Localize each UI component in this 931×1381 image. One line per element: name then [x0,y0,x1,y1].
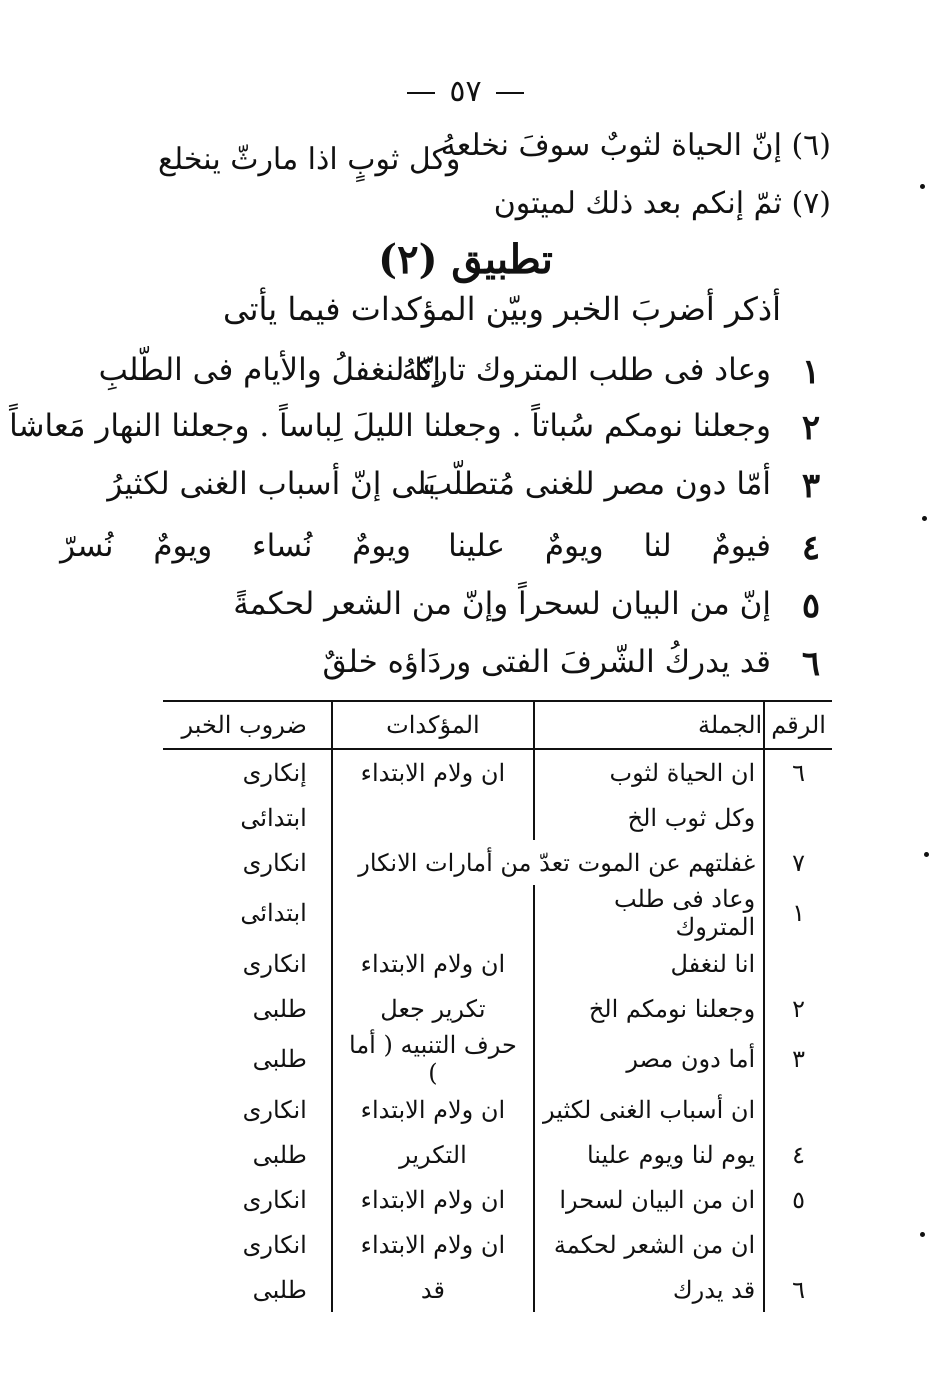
cell-emphasis: ان ولام الابتداء [332,941,534,986]
cell-sentence: وعاد فى طلب المتروك [534,885,764,941]
cell-emphasis [332,795,534,840]
cell-sentence-merged: غفلتهم عن الموت تعدّ من أمارات الانكار [332,840,764,885]
cell-type: طلبى [252,994,307,1023]
example-hemistich-left: إنّا لنغفلُ والأيام فى الطّلبِ [98,352,441,388]
example-row-4 [60,528,831,576]
cell-type: انكارى [242,949,307,978]
cell-number [764,941,832,986]
table-row [163,1132,832,1177]
example-hemistich-right: فيومٌ لنا ويومٌ علينا [448,528,771,564]
example-number: ٢ [801,408,821,448]
cell-number [764,795,832,840]
cell-number: ٦ [764,749,832,795]
example-sentence: قد يدركُ الشّرفَ الفتى وردَاؤه خلقٌ [322,644,771,680]
table-row [163,941,832,986]
header-emphasis: المؤكدات [332,702,534,749]
cell-emphasis: تكرير جعل [332,986,534,1031]
cell-number [764,1222,832,1267]
table-row [163,1087,832,1132]
cell-sentence: ان من البيان لسحرا [534,1177,764,1222]
cell-number: ٤ [764,1132,832,1177]
cell-emphasis [332,885,534,941]
cell-type: طلبى [252,1140,307,1169]
header-sentence: الجملة [534,702,764,749]
intro-line-6-right: (٦) إنّ الحياة لثوبٌ سوفَ نخلعهُ [440,128,831,163]
cell-type: انكارى [242,848,307,877]
example-sentence: إنّ من البيان لسحراً وإنّ من الشعر لحكمةً [233,586,771,622]
example-hemistich-right: وعاد فى طلب المتروك تاركهُ [401,352,771,388]
example-number: ٦ [801,644,821,684]
cell-sentence: ان الحياة لثوب [534,749,764,795]
table-row [163,795,832,840]
page-number [0,74,931,109]
cell-emphasis: حرف التنبيه ( أما ) [332,1031,534,1087]
table-row [163,1031,832,1087]
example-row-6 [101,644,831,692]
cell-sentence: قد يدرك [534,1267,764,1312]
cell-emphasis: ان ولام الابتداء [332,749,534,795]
cell-type: طلبى [252,1045,307,1073]
cell-sentence: وجعلنا نومكم الخ [534,986,764,1031]
example-number: ١ [801,352,821,392]
example-row-5 [101,586,831,634]
example-sentence: وجعلنا نومكم سُباتاً . وجعلنا الليلَ لِباساً . وجعلنا النهار مَعاشاً [9,408,771,444]
table-row [163,1177,832,1222]
cell-emphasis: ان ولام الابتداء [332,1087,534,1132]
scan-speck [922,516,927,521]
cell-number: ٣ [764,1031,832,1087]
cell-emphasis: ان ولام الابتداء [332,1177,534,1222]
cell-emphasis: التكرير [332,1132,534,1177]
cell-type: إنكارى [242,758,307,787]
scan-speck [920,1232,925,1237]
cell-number: ٦ [764,1267,832,1312]
intro-line-6-left: وكل ثوبٍ اذا مارثّ ينخلع [158,142,461,177]
cell-type: ابتدائى [240,899,307,927]
cell-type: انكارى [242,1095,307,1124]
table-row [163,1222,832,1267]
cell-number: ٧ [764,840,832,885]
cell-number: ٥ [764,1177,832,1222]
cell-type: ابتدائى [240,803,307,832]
cell-number: ١ [764,885,832,941]
intro-line-7: (٧) ثمّ إنكم بعد ذلك لميتون [493,186,831,221]
cell-sentence: انا لنغفل [534,941,764,986]
cell-sentence: أما دون مصر [534,1031,764,1087]
analysis-table [163,702,832,1312]
cell-type: انكارى [242,1185,307,1214]
cell-number: ٢ [764,986,832,1031]
table-header-row [163,702,832,749]
cell-type: انكارى [242,1230,307,1259]
example-hemistich-right: أمّا دون مصر للغنى مُتطلّب [422,466,771,502]
example-number: ٥ [801,586,821,626]
example-hemistich-left: ويومٌ نُساء ويومٌ نُسرّ [60,528,411,564]
table-row [163,885,832,941]
section-instruction: أذكر أضربَ الخبر وبيّن المؤكدات فيما يأتى [222,290,781,328]
cell-sentence: وكل ثوب الخ [534,795,764,840]
cell-emphasis: قد [332,1267,534,1312]
example-row-1 [98,352,831,400]
section-title: تطبيق (٢) [378,236,553,283]
example-hemistich-left: بَلى إنّ أسباب الغنى لكثيرُ [107,466,436,502]
scan-speck [920,184,925,189]
cell-sentence: يوم لنا ويوم علينا [534,1132,764,1177]
example-row-3 [101,466,831,514]
table-row [163,840,832,885]
scan-speck [924,852,929,857]
cell-sentence: ان من الشعر لحكمة [534,1222,764,1267]
cell-sentence: ان أسباب الغنى لكثير [534,1087,764,1132]
page-number-text: ٥٧ [449,74,482,109]
example-row-2 [9,408,831,456]
table-row [163,986,832,1031]
example-number: ٤ [801,528,821,568]
example-number: ٣ [801,466,821,506]
header-type: ضروب الخبر [163,702,332,749]
cell-emphasis: ان ولام الابتداء [332,1222,534,1267]
cell-type: طلبى [252,1275,307,1304]
page-number-dash [407,92,435,94]
cell-number [764,1087,832,1132]
table-row [163,1267,832,1312]
table-row [163,749,832,795]
header-number: الرقم [764,702,832,749]
page-number-dash [496,92,524,94]
